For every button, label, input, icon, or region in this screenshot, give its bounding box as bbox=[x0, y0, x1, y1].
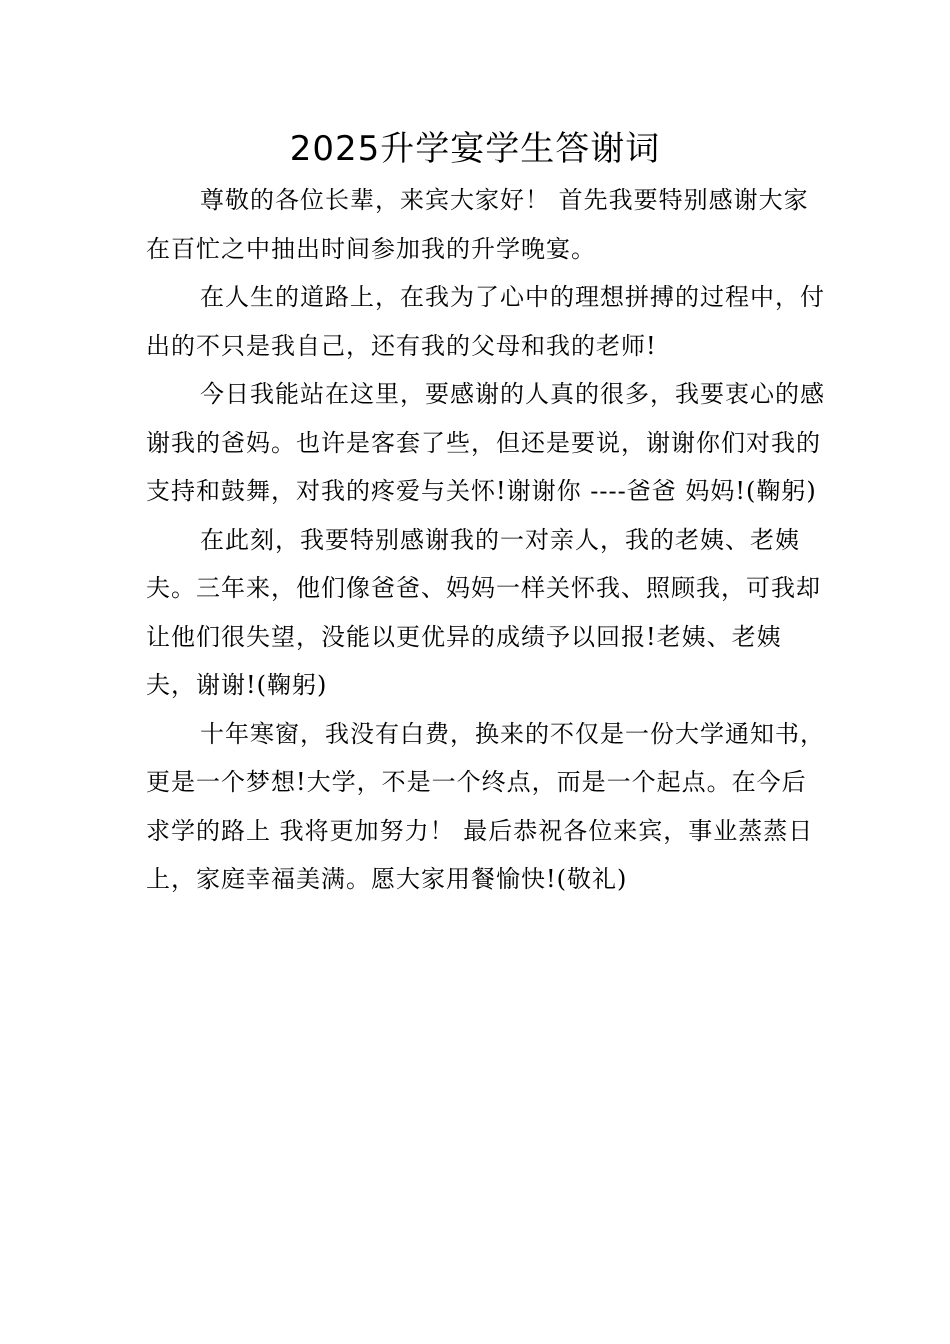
paragraph: 尊敬的各位长辈，来宾大家好！ 首先我要特别感谢大家在百忙之中抽出时间参加我的升学晚宴。 bbox=[146, 186, 809, 263]
paragraph: 在此刻，我要特别感谢我的一对亲人，我的老姨、老姨夫。三年来，他们像爸爸、妈妈一样关怀我、照顾我，可我却让他们很失望，没能以更优异的成绩予以回报!老姨、老姨夫，谢谢!(鞠躬) bbox=[146, 525, 821, 699]
paragraph: 今日我能站在这里，要感谢的人真的很多，我要衷心的感谢我的爸妈。也许是客套了些，但还是要说，谢谢你们对我的支持和鼓舞，对我的疼爱与关怀!谢谢你 ----爸爸 妈妈!(鞠躬) bbox=[146, 380, 825, 505]
paragraph: 在人生的道路上，在我为了心中的理想拼搏的过程中，付出的不只是我自己，还有我的父母和我的老师! bbox=[146, 283, 825, 360]
paragraph: 十年寒窗，我没有白费，换来的不仅是一份大学通知书，更是一个梦想!大学，不是一个终点，而是一个起点。在今后求学的路上 我将更加努力！ 最后恭祝各位来宾，事业蒸蒸日上，家庭幸福美满。愿大家用餐愉快!(敬礼) bbox=[146, 719, 825, 893]
document-title: 2025升学宴学生答谢词 bbox=[289, 129, 661, 169]
document-body bbox=[146, 176, 826, 904]
